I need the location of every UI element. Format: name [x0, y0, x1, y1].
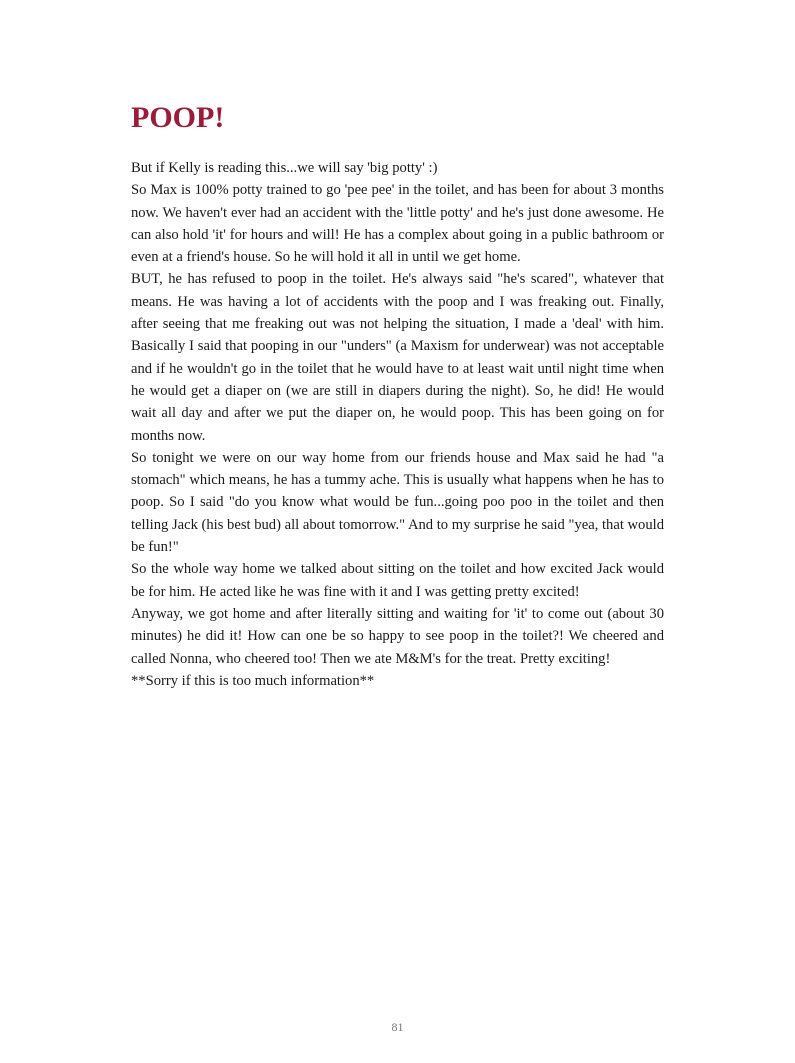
paragraph: BUT, he has refused to poop in the toilet. He's always said "he's scared", whatever that means. He was having a lot of accidents with the poop and I was freaking out. Finally, after seeing that me freaking out was not helping the situation, I made a 'deal' with him. Basically I said that pooping in our "unders" (a Maxism for underwear) was not acceptable and if he wouldn't go in the toilet that he would have to at least wait until night time when he would get a diaper on (we are still in diapers during the night). So, he did! He would wait all day and after we put the diaper on, he would poop. This has been going on for months now. [131, 271, 664, 444]
page-number: 81 [391, 1020, 404, 1034]
paragraph: So Max is 100% potty trained to go 'pee pee' in the toilet, and has been for about 3 months now. We haven't ever had an accident with the 'little potty' and he's just done awesome. He can also hold 'it' for hours and will! He has a complex about going in a public bathroom or even at a friend's house. So he will hold it all in until we get home. [131, 182, 664, 266]
paragraph: Anyway, we got home and after literally sitting and waiting for 'it' to come out (about 30 minutes) he did it! How can one be so happy to see poop in the toilet?! We cheered and called Nonna, who cheered too! Then we ate M&M's for the treat. Pretty exciting! [131, 605, 664, 667]
paragraph: So tonight we were on our way home from our friends house and Max said he had "a stomach" which means, he has a tummy ache. This is usually what happens when he has to poop. So I said "do you know what would be fun...going poo poo in the toilet and then telling Jack (his best bud) all about tomorrow." And to my surprise he said "yea, that would be fun!" [131, 449, 665, 556]
paragraph: **Sorry if this is too much information** [131, 672, 375, 689]
page-title: POOP! [131, 101, 225, 134]
paragraph: But if Kelly is reading this...we will say 'big potty' :) [131, 160, 438, 176]
body-text [131, 157, 664, 692]
paragraph: So the whole way home we talked about sitting on the toilet and how excited Jack would be for him. He acted like he was fine with it and I was getting pretty excited! [131, 561, 664, 600]
